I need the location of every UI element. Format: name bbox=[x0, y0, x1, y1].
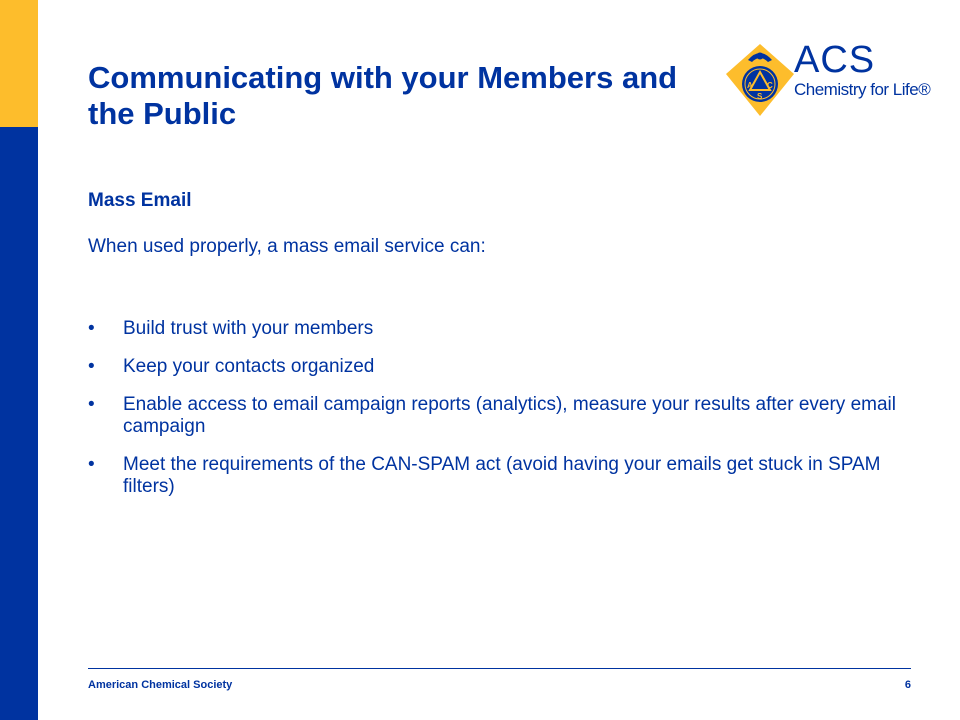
slide-title: Communicating with your Members and the Public bbox=[88, 60, 678, 131]
bullet-item bbox=[88, 318, 908, 340]
svg-text:A: A bbox=[747, 81, 753, 90]
bullet-item bbox=[88, 394, 908, 438]
bullet-item bbox=[88, 454, 908, 498]
logo-wordmark: ACS bbox=[794, 39, 876, 81]
logo-tagline: Chemistry for Life® bbox=[794, 80, 931, 99]
svg-text:S: S bbox=[757, 92, 763, 101]
eagle-seal-icon bbox=[726, 44, 794, 116]
bullet-dot-icon: • bbox=[88, 454, 95, 475]
bullet-dot-icon: • bbox=[88, 394, 95, 415]
accent-bar-yellow bbox=[0, 0, 38, 127]
bullet-text: Keep your contacts organized bbox=[123, 356, 375, 377]
svg-text:C: C bbox=[767, 81, 773, 90]
bullet-text: Enable access to email campaign reports (analytics), measure your results after every email campaign bbox=[123, 394, 896, 437]
bullet-text: Meet the requirements of the CAN-SPAM act (avoid having your emails get stuck in SPAM filters) bbox=[123, 454, 881, 497]
bullet-text: Build trust with your members bbox=[123, 318, 374, 339]
bullet-list bbox=[88, 318, 908, 514]
bullet-dot-icon: • bbox=[88, 356, 95, 377]
footer-organization: American Chemical Society bbox=[88, 679, 233, 691]
accent-bar-blue bbox=[0, 127, 38, 720]
intro-text: When used properly, a mass email service can: bbox=[88, 236, 486, 257]
footer-divider bbox=[88, 668, 911, 669]
section-heading: Mass Email bbox=[88, 190, 192, 211]
bullet-item bbox=[88, 356, 908, 378]
page-number: 6 bbox=[904, 679, 911, 691]
bullet-dot-icon: • bbox=[88, 318, 95, 339]
